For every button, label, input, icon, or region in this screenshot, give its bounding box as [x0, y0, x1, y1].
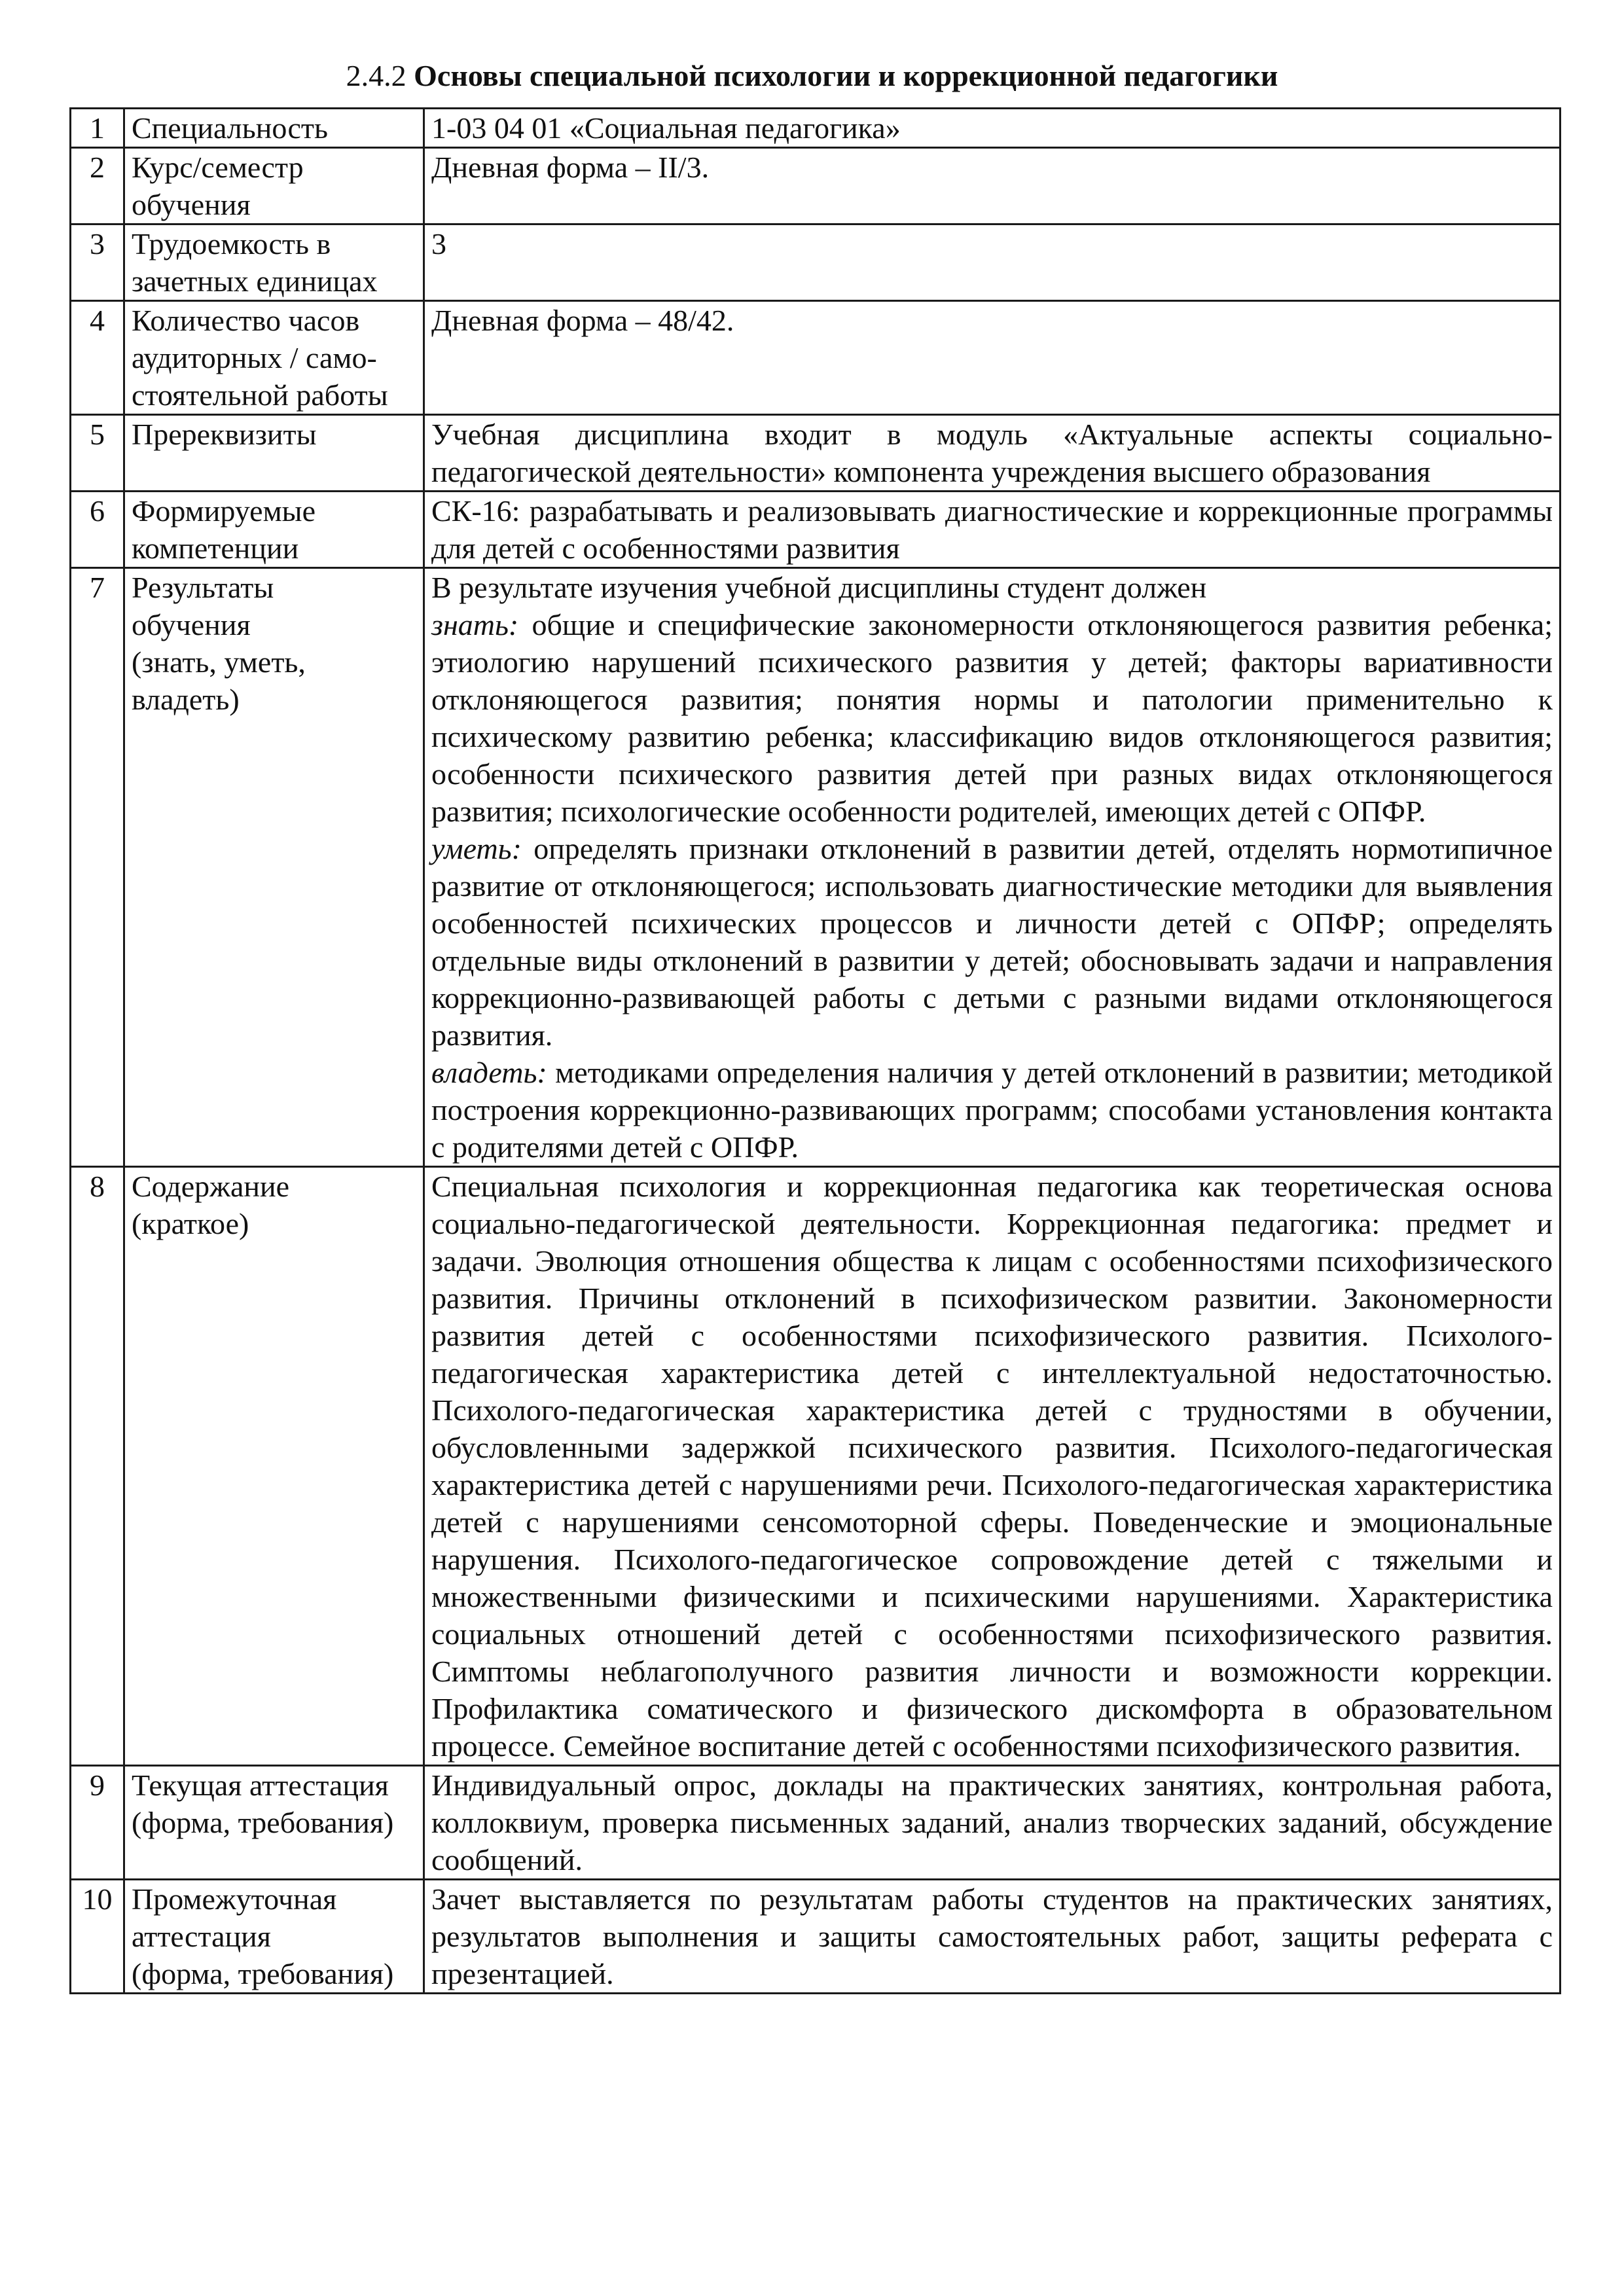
row-label-line: аудиторных / само-: [132, 341, 377, 374]
row-label: [124, 492, 424, 568]
section-number: 2.4.2: [346, 59, 406, 92]
results-know: [431, 606, 1553, 830]
row-label-line: Текущая аттестация: [132, 1768, 389, 1802]
row-number: 6: [71, 492, 124, 568]
row-value: 1-03 04 01 «Социальная педагогика»: [424, 109, 1561, 148]
row-label-line: обучения: [132, 188, 251, 221]
row-label: [124, 415, 424, 492]
table-row: [71, 1880, 1561, 1994]
row-label-line: Результаты: [132, 571, 274, 604]
own-text: методиками определения наличия у детей отклонений в развитии; методикой построения коррекционно-развивающих программ; способами установления контакта с родителями детей с ОПФР.: [431, 1056, 1553, 1164]
results-intro: В результате изучения учебной дисциплины студент должен: [431, 571, 1207, 604]
row-label-line: Трудоемкость в: [132, 227, 331, 260]
page-title: [0, 58, 1624, 94]
can-label: уметь:: [431, 832, 522, 865]
table-row: [71, 301, 1561, 415]
table-row: [71, 1766, 1561, 1880]
row-label-line: владеть): [132, 683, 240, 716]
row-number: 7: [71, 568, 124, 1167]
own-label: владеть:: [431, 1056, 547, 1089]
row-number: 3: [71, 224, 124, 301]
row-number: 4: [71, 301, 124, 415]
row-value: Индивидуальный опрос, доклады на практических занятиях, контрольная работа, коллоквиум, проверка письменных заданий, анализ творческих заданий, обсуждение сообщений.: [424, 1766, 1561, 1880]
row-label-line: (форма, требования): [132, 1806, 394, 1839]
row-label-line: (краткое): [132, 1207, 249, 1240]
row-number: 2: [71, 148, 124, 224]
row-label: [124, 148, 424, 224]
row-label: [124, 1167, 424, 1766]
row-value: Дневная форма – II/3.: [424, 148, 1561, 224]
row-value: Специальная психология и коррекционная педагогика как теоретическая основа социально-педагогической деятельности. Коррекционная педагогика: предмет и задачи. Эволюция отношения общества к лицам с особенностями психофизического развития. Причины отклонений в психофизическом развитии. Закономерности развития детей с особенностями психофизического развития. Психолого-педагогическая характеристика детей с интеллектуальной недостаточностью. Психолого-педагогическая характеристика детей с трудностями в обучении, обусловленными задержкой психического развития. Психолого-педагогическая характеристика детей с нарушениями речи. Психолого-педагогическая характеристика детей с нарушениями сенсомоторной сферы. Поведенческие и эмоциональные нарушения. Психолого-педагогическое сопровождение детей с тяжелыми и множественными физическими и психическими нарушениями. Характеристика социальных отношений детей с особенностями психофизического развития. Симптомы неблагополучного развития личности и возможности коррекции. Профилактика соматического и физического дискомфорта в образовательном процессе. Семейное воспитание детей с особенностями психофизического развития.: [424, 1167, 1561, 1766]
results-own: [431, 1054, 1553, 1166]
row-label: [124, 224, 424, 301]
table-row: [71, 109, 1561, 148]
row-label-line: компетенции: [132, 531, 299, 565]
row-label-line: Содержание: [132, 1170, 290, 1203]
row-label-line: (знать, уметь,: [132, 645, 306, 679]
row-number: 10: [71, 1880, 124, 1994]
syllabus-table: [69, 107, 1561, 1994]
row-number: 5: [71, 415, 124, 492]
row-value: [424, 568, 1561, 1167]
row-label-line: зачетных единицах: [132, 264, 378, 298]
row-value: 3: [424, 224, 1561, 301]
table-row: [71, 224, 1561, 301]
row-label: [124, 301, 424, 415]
row-value: Зачет выставляется по результатам работы студентов на практических занятиях, результатов выполнения и защиты самостоятельных работ, защиты реферата с презентацией.: [424, 1880, 1561, 1994]
row-label: [124, 1766, 424, 1880]
results-can: [431, 830, 1553, 1054]
table-row: [71, 492, 1561, 568]
know-label: знать:: [431, 608, 519, 641]
row-label-line: Курс/семестр: [132, 151, 304, 184]
row-label: [124, 568, 424, 1167]
row-number: 9: [71, 1766, 124, 1880]
row-label: [124, 109, 424, 148]
table-row: [71, 415, 1561, 492]
row-label-line: Специальность: [132, 111, 328, 145]
table-row: [71, 1167, 1561, 1766]
can-text: определять признаки отклонений в развитии детей, отделять нормотипичное развитие от отклоняющегося; использовать диагностические методики для выявления особенностей психических процессов и личности детей с ОПФР; определять отдельные виды отклонений в развитии у детей; обосновывать задачи и направления коррекционно-развивающей работы с детьми с разными видами отклоняющегося развития.: [431, 832, 1553, 1052]
row-label: [124, 1880, 424, 1994]
section-title: Основы специальной психологии и коррекционной педагогики: [414, 59, 1278, 92]
row-value: Дневная форма – 48/42.: [424, 301, 1561, 415]
row-label-line: Количество часов: [132, 304, 360, 337]
row-number: 1: [71, 109, 124, 148]
row-value: Учебная дисциплина входит в модуль «Актуальные аспекты социально-педагогической деятельности» компонента учреждения высшего образования: [424, 415, 1561, 492]
row-label-line: Формируемые: [132, 494, 316, 528]
row-value: СК-16: разрабатывать и реализовывать диагностические и коррекционные программы для детей с особенностями развития: [424, 492, 1561, 568]
table-row: [71, 568, 1561, 1167]
table-row: [71, 148, 1561, 224]
row-label-line: (форма, требования): [132, 1957, 394, 1990]
row-number: 8: [71, 1167, 124, 1766]
row-label-line: Промежуточная: [132, 1882, 337, 1916]
row-label-line: аттестация: [132, 1920, 271, 1953]
know-text: общие и специфические закономерности отклоняющегося развития ребенка; этиологию нарушений психического развития у детей; факторы вариативности отклоняющегося развития; понятия нормы и патологии применительно к психическому развитию ребенка; классификацию видов отклоняющегося развития; особенности психического развития детей при разных видах отклоняющегося развития; психологические особенности родителей, имеющих детей с ОПФР.: [431, 608, 1553, 828]
row-label-line: обучения: [132, 608, 251, 641]
row-label-line: стоятельной работы: [132, 378, 388, 412]
row-label-line: Пререквизиты: [132, 418, 317, 451]
